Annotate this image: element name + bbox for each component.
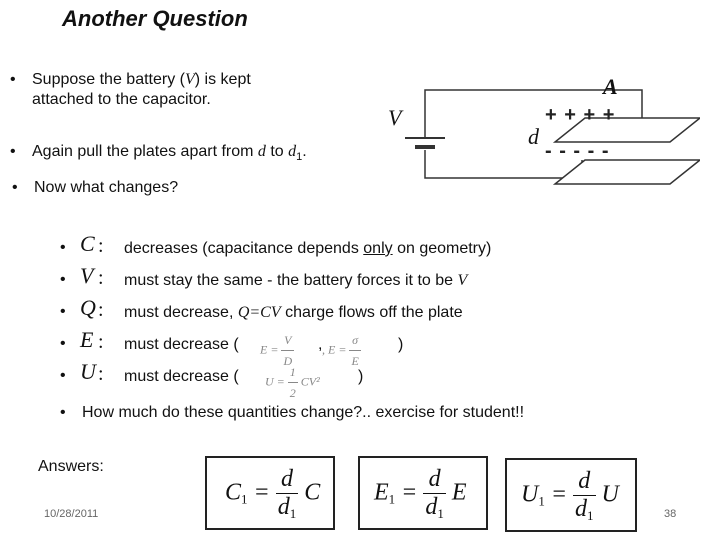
mini-formula-e-v-over-d: E = $\frac{V}{D}$ xyxy=(260,330,294,371)
sym-u: U xyxy=(80,359,96,384)
sym-v: V xyxy=(80,263,94,288)
close-paren: ) xyxy=(358,368,364,385)
capacitor-circuit-diagram xyxy=(380,80,700,190)
item-text: must stay the same - the battery forces it to be V xyxy=(124,272,468,289)
var-v: V xyxy=(184,71,195,88)
item-text: decreases (capacitance depends only on geometry) xyxy=(124,240,492,257)
var-d1: d xyxy=(288,143,297,160)
bullet-text: to xyxy=(265,143,289,160)
slide-title: Another Question xyxy=(62,6,248,31)
list-item-c: • C : decreases (capacitance depends only on geometry) xyxy=(60,231,492,257)
bullet-text: . xyxy=(302,143,307,160)
list-item-u: • U : must decrease ( U = $\frac{1}{2}$ CV² ) xyxy=(60,364,700,396)
battery-label: V xyxy=(388,105,402,130)
mini-formula-u: U = $\frac{1}{2}$ CV² xyxy=(265,362,320,403)
sub-1: 1 xyxy=(296,151,303,164)
bullet-text: Again pull the plates apart from xyxy=(32,143,258,160)
bullet-text: Suppose the battery ( xyxy=(32,71,185,88)
list-item-v: • V : must stay the same - the battery forces it to be V xyxy=(60,263,468,289)
footer-date: 10/28/2011 xyxy=(44,508,99,520)
item-text: must decrease ( xyxy=(124,336,239,353)
colon: : xyxy=(98,363,104,385)
answers-label: Answers: xyxy=(38,458,104,475)
sym-e: E xyxy=(80,327,94,352)
bullet-question: • Now what changes? xyxy=(34,178,178,198)
item-text: must decrease ( xyxy=(124,368,239,385)
bullet-followup: • How much do these quantities change?.. exercise for student!! xyxy=(82,403,524,423)
page-number: 38 xyxy=(664,508,677,520)
changes-list xyxy=(60,231,700,400)
answer-box-e: $E_1$ = $\frac{d}{d_1}$ E xyxy=(358,456,488,530)
colon: : xyxy=(98,235,104,257)
list-item-e: • E : must decrease ( E = $\frac{V}{D}$ , , E = $\frac{\sigma}{E}$ ) xyxy=(60,332,700,364)
comma: , xyxy=(318,336,323,353)
plus-charges: + + + + xyxy=(545,104,616,126)
answer-box-u: $U_1$ = $\frac{d}{d_1}$ U xyxy=(505,458,637,532)
list-item-q: • Q : must decrease, Q=CV charge flows off the plate xyxy=(60,295,463,321)
gap-label: d xyxy=(528,124,539,149)
sym-q: Q xyxy=(80,295,96,320)
mini-formula-e-sigma: , E = $\frac{\sigma}{E}$ xyxy=(322,330,361,371)
colon: : xyxy=(98,299,104,321)
close-paren: ) xyxy=(398,336,404,353)
colon: : xyxy=(98,267,104,289)
answer-box-c: $C_1$ = $\frac{d}{d_1}$ C xyxy=(205,456,335,530)
bullet-text-line2: attached to the capacitor. xyxy=(32,91,211,108)
minus-charges: - - - - - xyxy=(545,140,610,162)
bullet-battery-attached xyxy=(32,70,251,110)
sym-c: C xyxy=(80,231,95,256)
item-text: must decrease, Q=CV charge flows off the plate xyxy=(124,304,463,321)
bullet-pull-plates xyxy=(32,142,307,167)
bullet-text: ) is kept xyxy=(194,71,251,88)
colon: : xyxy=(98,331,104,353)
area-label: A xyxy=(603,74,618,99)
bottom-plate xyxy=(555,160,700,184)
var-d: d xyxy=(257,143,266,160)
